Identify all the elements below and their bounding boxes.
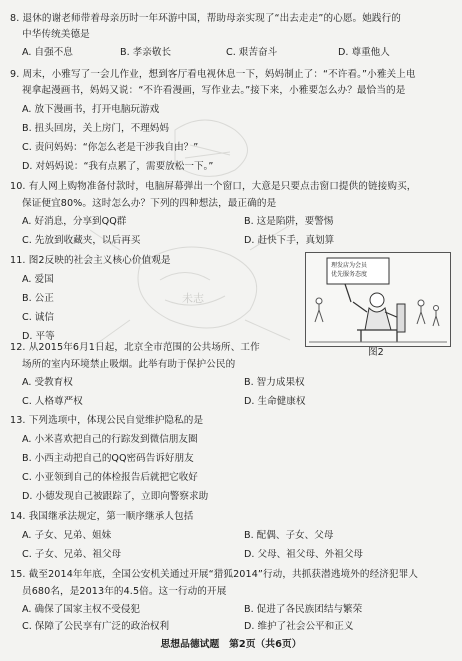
q9-option-b[interactable]: B. 扭头回房，关上房门，不理妈妈 — [22, 123, 169, 134]
q15-option-d[interactable]: D. 维护了社会公平和正义 — [244, 621, 354, 632]
q11-option-b[interactable]: B. 公正 — [22, 293, 54, 304]
q10-option-a[interactable]: A. 好消息，分享到QQ群 — [22, 216, 127, 227]
q14-option-c[interactable]: C. 子女、兄弟、祖父母 — [22, 549, 122, 560]
q10-option-b[interactable]: B. 这是陷阱，要警惕 — [244, 216, 334, 227]
q10-option-c[interactable]: C. 先放到收藏夹，以后再买 — [22, 235, 141, 246]
q11-option-c[interactable]: C. 诚信 — [22, 312, 54, 323]
q15-option-a[interactable]: A. 确保了国家主权不受侵犯 — [22, 604, 141, 615]
q10-stem-line1: 10. 有人网上购物准备付款时，电脑屏幕弹出一个窗口，大意是只要点击窗口提供的链接购买， — [10, 181, 417, 192]
q12-stem-line1: 12. 从2015年6月1日起，北京全市范围的公共场所、工作 — [10, 342, 260, 353]
q14-stem-line1: 14. 我国继承法规定，第一顺序继承人包括 — [10, 511, 194, 522]
q8-option-d[interactable]: D. 尊重他人 — [338, 47, 390, 58]
q12-option-c[interactable]: C. 人格尊严权 — [22, 396, 83, 407]
q9-stem-line1: 9. 周末，小雅写了一会儿作业，想到客厅看电视休息一下，妈妈制止了：“不许看。”小雅关上电 — [10, 69, 416, 80]
q13-option-c[interactable]: C. 小亚领到自己的体检报告后就把它收好 — [22, 472, 198, 483]
q13-option-a[interactable]: A. 小米喜欢把自己的行踪发到微信朋友圈 — [22, 434, 198, 445]
q15-stem-line1: 15. 截至2014年年底，全国公安机关通过开展“猎狐2014”行动，共抓获潜逃境外的经济犯罪人 — [10, 569, 419, 580]
q12-stem-line2: 场所的室内环境禁止吸烟。此举有助于保护公民的 — [22, 359, 236, 370]
q8-option-c[interactable]: C. 艰苦奋斗 — [226, 47, 278, 58]
q12-option-a[interactable]: A. 受教育权 — [22, 377, 73, 388]
page-footer: 思想品德试题 第2页（共6页） — [160, 639, 302, 650]
q14-option-b[interactable]: B. 配偶、子女、父母 — [244, 530, 334, 541]
q14-option-d[interactable]: D. 父母、祖父母、外祖父母 — [244, 549, 364, 560]
q13-option-b[interactable]: B. 小西主动把自己的QQ密码告诉好朋友 — [22, 453, 194, 464]
sign-text-line1: 理发店为会员 — [331, 262, 368, 269]
q9-option-a[interactable]: A. 放下漫画书，打开电脑玩游戏 — [22, 104, 160, 115]
q15-option-c[interactable]: C. 保障了公民享有广泛的政治权利 — [22, 621, 170, 632]
bleed-through-word: 未志 — [182, 292, 204, 305]
q14-option-a[interactable]: A. 子女、兄弟、姐妹 — [22, 530, 112, 541]
q9-option-c[interactable]: C. 责问妈妈：“你怎么老是干涉我自由？” — [22, 142, 199, 153]
q8-option-b[interactable]: B. 孝亲敬长 — [120, 47, 172, 58]
q15-option-b[interactable]: B. 促进了各民族团结与繁荣 — [244, 604, 363, 615]
sign-text-line2: 优先服务态度 — [331, 271, 368, 278]
q9-stem-line2: 视拿起漫画书，妈妈又说：“不许看漫画，写作业去。”接下来，小雅要怎么办？最恰当的是 — [22, 85, 406, 96]
q11-option-d[interactable]: D. 平等 — [22, 331, 55, 342]
q13-option-d[interactable]: D. 小德发现自己被跟踪了，立即向警察求助 — [22, 491, 209, 502]
q12-option-b[interactable]: B. 智力成果权 — [244, 377, 305, 388]
q11-stem-line1: 11. 图2反映的社会主义核心价值观是 — [10, 255, 171, 266]
q8-stem-line2: 中华传统美德是 — [22, 29, 90, 40]
q9-option-d[interactable]: D. 对妈妈说：“我有点累了，需要放松一下。” — [22, 161, 214, 172]
q10-option-d[interactable]: D. 赶快下手，真划算 — [244, 235, 335, 246]
q8-stem-line1: 8. 退休的谢老师带着母亲历时一年环游中国，帮助母亲实现了“出去走走”的心愿。她践行的 — [10, 13, 402, 24]
q11-option-a[interactable]: A. 爱国 — [22, 274, 54, 285]
q12-option-d[interactable]: D. 生命健康权 — [244, 396, 306, 407]
q10-stem-line2: 保证便宜80%。这时怎么办？下列的四种想法，最正确的是 — [22, 198, 277, 209]
q8-option-a[interactable]: A. 自强不息 — [22, 47, 73, 58]
q15-stem-line2: 员680名，是2013年的4.5倍。这一行动的开展 — [22, 586, 227, 597]
q13-stem-line1: 13. 下列选项中，体现公民自觉维护隐私的是 — [10, 415, 204, 426]
figure-2-label: 图2 — [368, 347, 384, 358]
figure-2-illustration — [305, 252, 451, 347]
